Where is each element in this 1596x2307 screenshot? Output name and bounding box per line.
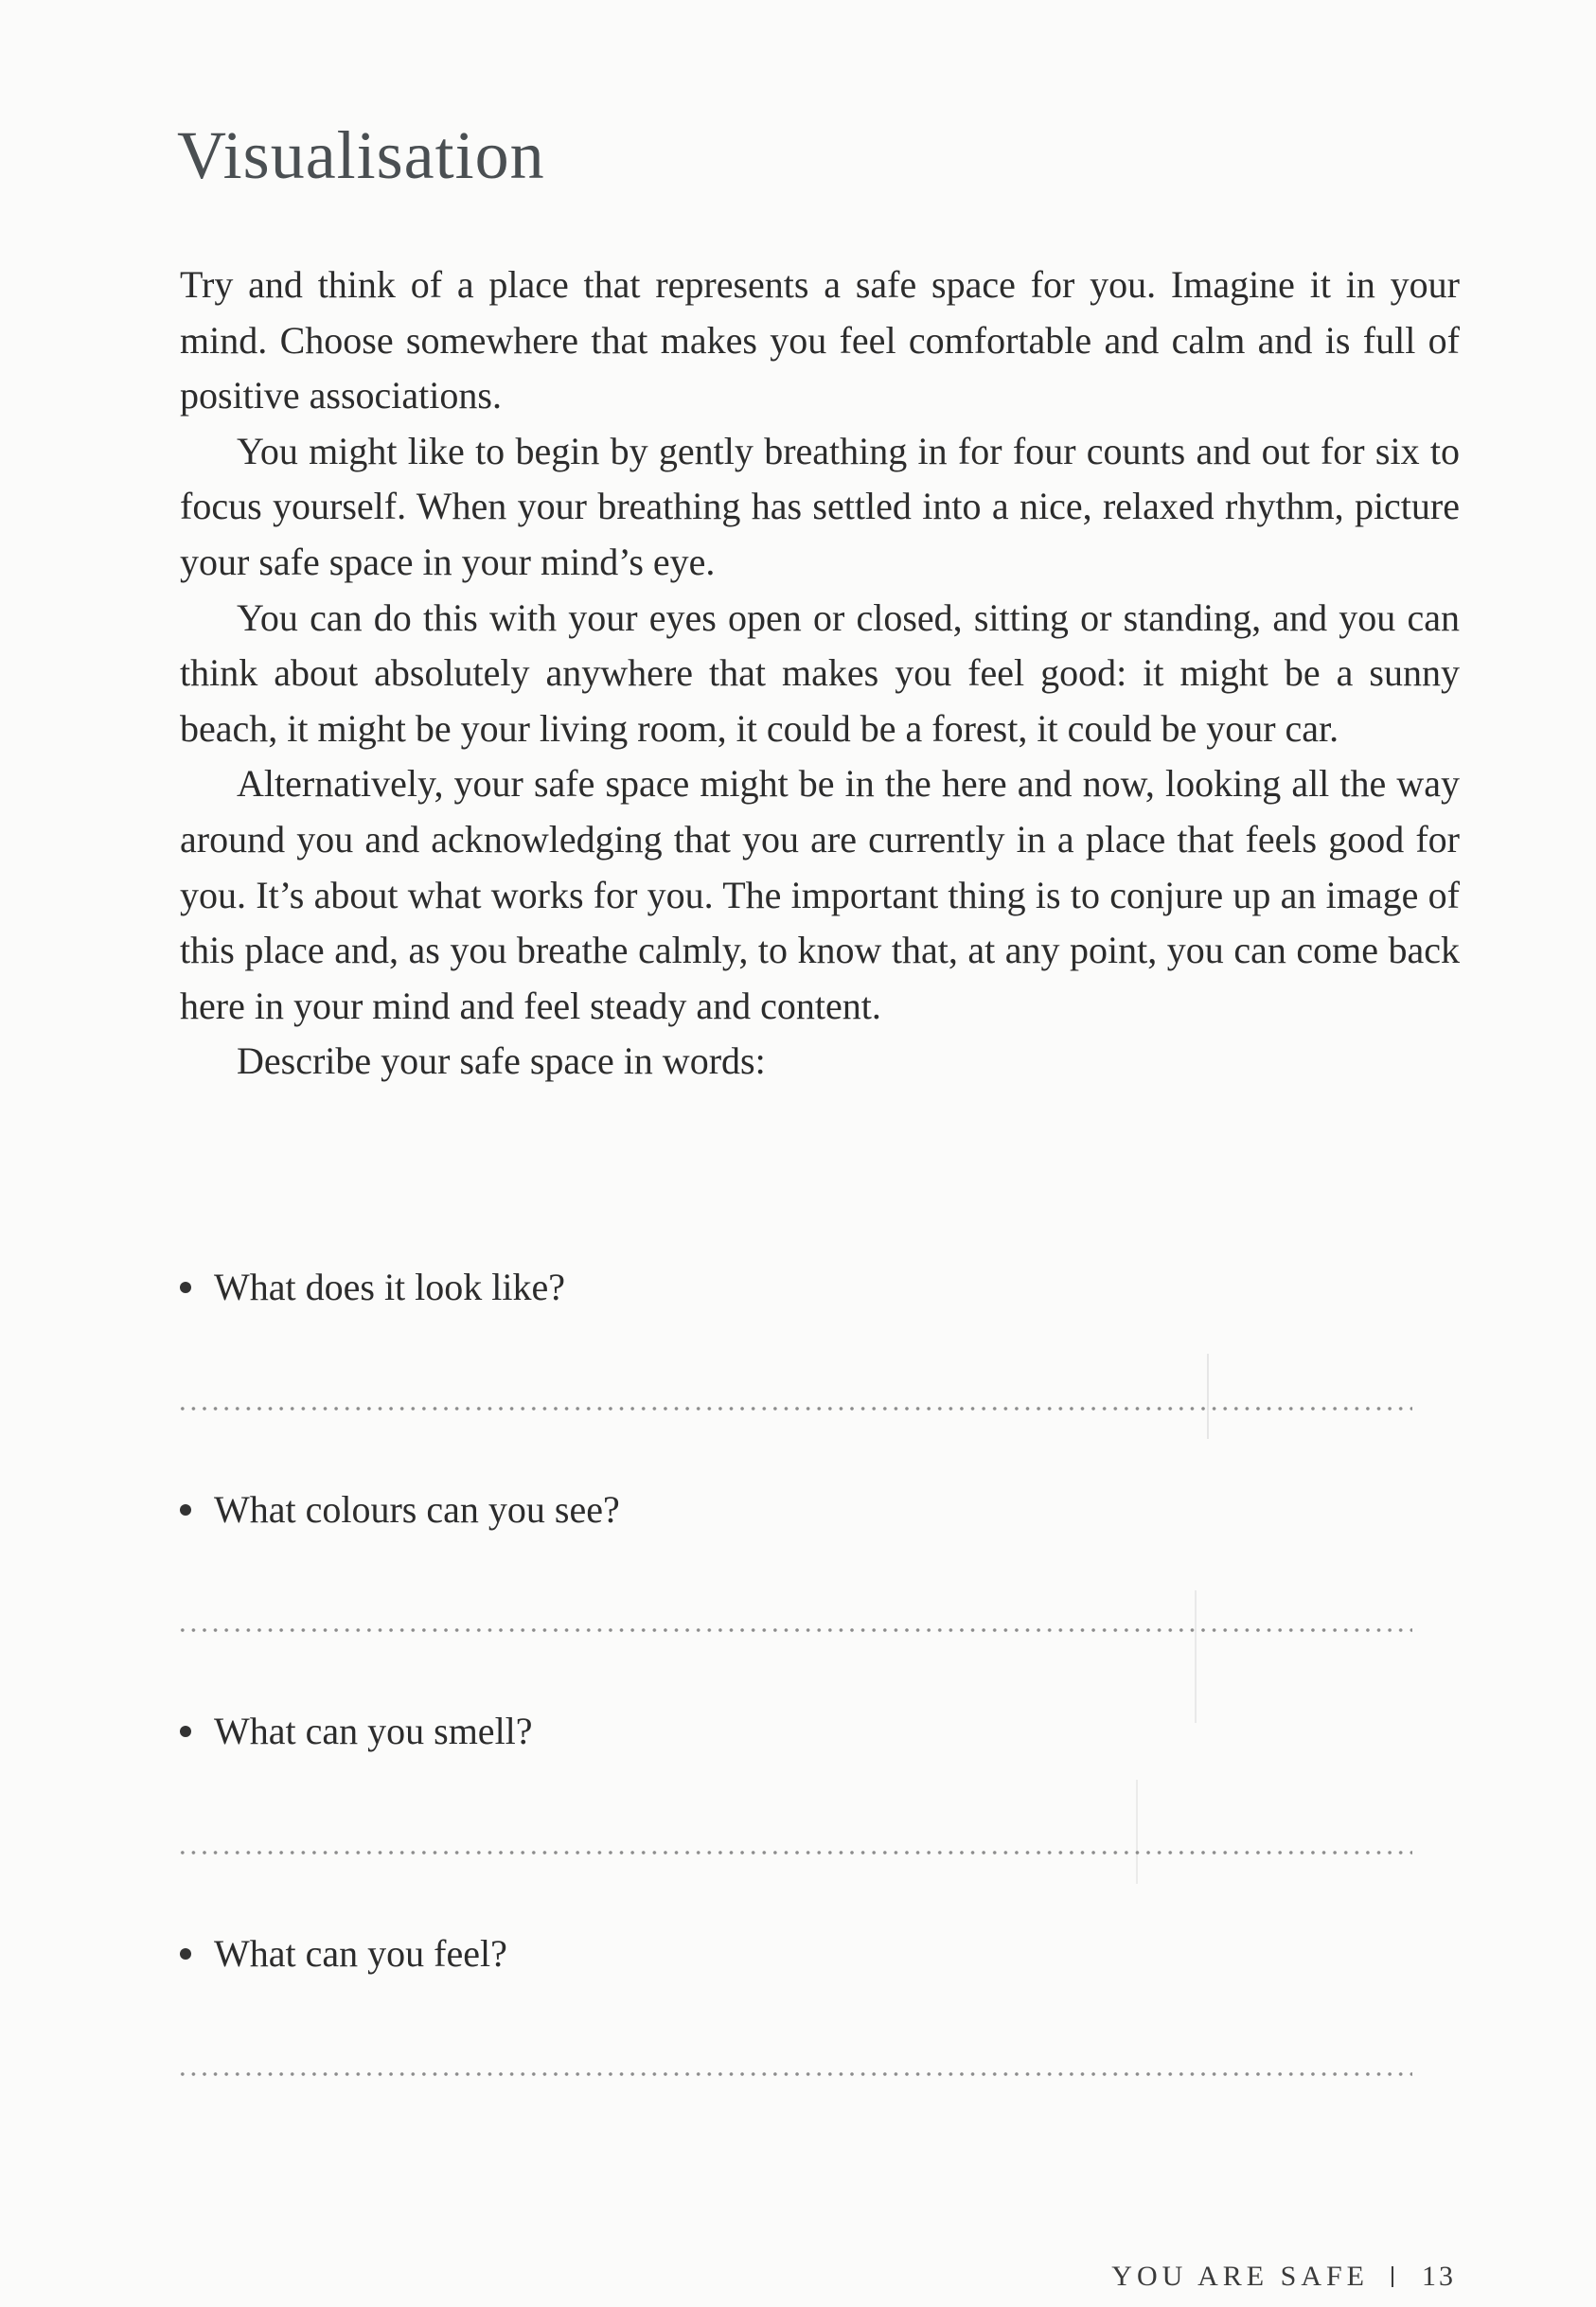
page-title: Visualisation bbox=[177, 117, 545, 193]
answer-line-feel[interactable] bbox=[177, 2072, 1412, 2076]
question-text: What colours can you see? bbox=[214, 1488, 620, 1531]
question-text: What does it look like? bbox=[214, 1266, 566, 1308]
answer-line-smell[interactable] bbox=[177, 1851, 1412, 1854]
question-text: What can you smell? bbox=[214, 1710, 533, 1752]
bullet-icon bbox=[180, 1282, 191, 1293]
footer-separator bbox=[1392, 2266, 1393, 2287]
bullet-icon bbox=[180, 1726, 191, 1737]
body-text bbox=[180, 257, 1460, 1090]
page-number: 13 bbox=[1422, 2261, 1456, 2292]
paragraph-anywhere: You can do this with your eyes open or closed, sitting or standing, and you can think about absolutely anywhere that makes you feel good: it might be a sunny beach, it might be your living room, it could be a forest, it could be your car. bbox=[180, 595, 1460, 750]
question-smell bbox=[180, 1710, 533, 1752]
running-head: YOU ARE SAFE bbox=[1111, 2261, 1369, 2292]
answer-line-look[interactable] bbox=[177, 1407, 1412, 1411]
paragraph-breathing: You might like to begin by gently breathing in for four counts and out for six to focus yourself. When your breathing has settled into a nice, relaxed rhythm, picture your safe space in your mind’s eye. bbox=[180, 429, 1460, 583]
question-colours bbox=[180, 1488, 620, 1531]
question-text: What can you feel? bbox=[214, 1932, 507, 1975]
answer-line-colours[interactable] bbox=[177, 1628, 1412, 1632]
scan-streak bbox=[1136, 1780, 1138, 1884]
scan-streak bbox=[1207, 1354, 1209, 1439]
bullet-icon bbox=[180, 1504, 191, 1516]
paragraph-alternatively: Alternatively, your safe space might be in the here and now, looking all the way around you and acknowledging that you are currently in a place that feels good for you. It’s about what works for you. The important thing is to conjure up an image of this place and, as you breathe calmly, to know that, at any point, you can come back here in your mind and feel steady and content. bbox=[180, 762, 1460, 1027]
page-footer bbox=[1111, 2263, 1456, 2291]
question-feel bbox=[180, 1932, 507, 1975]
paragraph-describe-prompt: Describe your safe space in words: bbox=[237, 1039, 766, 1083]
paragraph-intro: Try and think of a place that represents a safe space for you. Imagine it in your mind. Choose somewhere that makes you feel comfortable and calm and is full of positive associations. bbox=[180, 263, 1460, 417]
bullet-icon bbox=[180, 1948, 191, 1960]
question-look bbox=[180, 1266, 566, 1308]
scan-streak bbox=[1195, 1590, 1197, 1723]
